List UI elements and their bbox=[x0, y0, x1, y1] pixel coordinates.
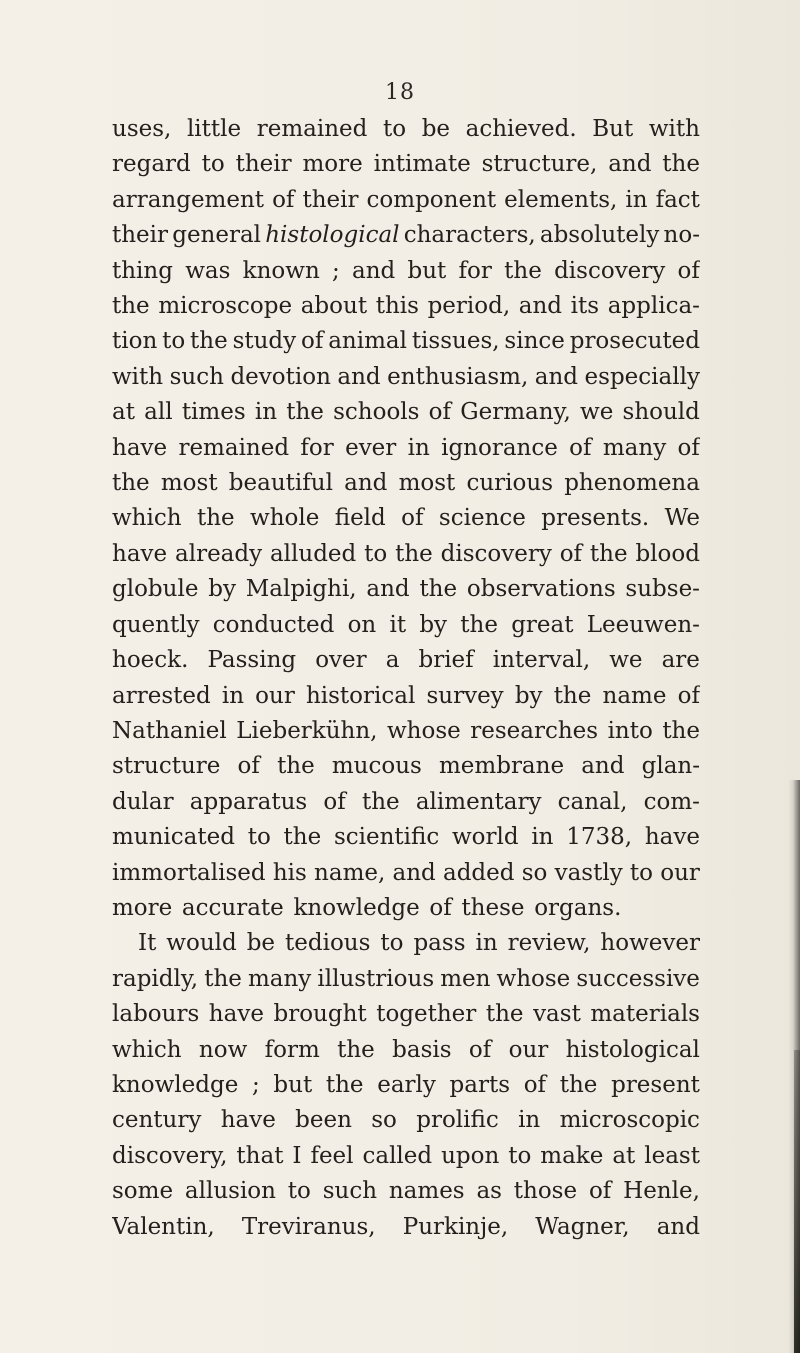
text-line bbox=[112, 112, 700, 147]
word: in bbox=[254, 399, 278, 426]
word: presents. bbox=[541, 505, 650, 532]
word: in bbox=[518, 1107, 541, 1134]
word: accurate bbox=[181, 894, 284, 921]
word: so bbox=[371, 1107, 397, 1134]
word: but bbox=[407, 257, 447, 284]
word: over bbox=[315, 647, 367, 674]
word: of bbox=[272, 186, 295, 213]
word: conducted bbox=[212, 611, 335, 638]
word: especially bbox=[584, 363, 700, 390]
word: this bbox=[375, 293, 419, 320]
word: by bbox=[514, 682, 543, 709]
word: and bbox=[392, 859, 436, 886]
word: to bbox=[287, 1178, 311, 1205]
word: century bbox=[112, 1107, 202, 1134]
word: to bbox=[162, 328, 186, 355]
word: the bbox=[283, 824, 322, 851]
word: the bbox=[419, 576, 458, 603]
word: histological bbox=[565, 1036, 700, 1063]
word: of bbox=[677, 682, 700, 709]
word: and bbox=[337, 363, 381, 390]
word: have bbox=[112, 540, 168, 567]
word: in bbox=[407, 434, 430, 461]
word: labours bbox=[112, 1001, 200, 1028]
word: and bbox=[656, 1213, 700, 1240]
word: names bbox=[388, 1178, 465, 1205]
word: study bbox=[232, 328, 297, 355]
word: the bbox=[460, 611, 498, 638]
word: together bbox=[376, 1001, 477, 1028]
word: knowledge bbox=[112, 1071, 239, 1098]
word: dular bbox=[112, 788, 174, 815]
word: are bbox=[661, 647, 700, 674]
word: observations bbox=[466, 576, 616, 603]
text-line bbox=[112, 962, 700, 997]
word: been bbox=[295, 1107, 352, 1134]
text-line bbox=[112, 714, 700, 749]
word: interval, bbox=[492, 647, 591, 674]
word: for bbox=[300, 434, 334, 461]
word: and bbox=[534, 363, 579, 390]
word: their bbox=[112, 222, 169, 249]
word: of bbox=[300, 328, 324, 355]
word: successive bbox=[576, 965, 700, 992]
word: the bbox=[504, 257, 542, 284]
word: was bbox=[185, 257, 231, 284]
word: the bbox=[559, 1071, 598, 1098]
word: ; bbox=[332, 257, 340, 284]
word: globule bbox=[112, 576, 199, 603]
word: have bbox=[112, 434, 168, 461]
word: more bbox=[112, 894, 173, 921]
text-line bbox=[112, 183, 700, 218]
word: those bbox=[513, 1178, 578, 1205]
body-text bbox=[112, 112, 700, 1245]
word: called bbox=[362, 1142, 433, 1169]
word: phenomena bbox=[564, 470, 700, 497]
word: component bbox=[366, 186, 497, 213]
text-line bbox=[112, 431, 700, 466]
word: elements, bbox=[504, 186, 618, 213]
word: Germany, bbox=[460, 399, 571, 426]
word: parts bbox=[449, 1071, 511, 1098]
word: science bbox=[438, 505, 526, 532]
word: of bbox=[559, 540, 583, 567]
word: on bbox=[347, 611, 377, 638]
word: their bbox=[235, 151, 292, 178]
word: our bbox=[660, 859, 700, 886]
word: illustrious bbox=[317, 965, 435, 992]
word: of bbox=[677, 257, 700, 284]
word: most bbox=[160, 470, 218, 497]
word: review, bbox=[507, 930, 591, 957]
word: canal, bbox=[557, 788, 628, 815]
word: a bbox=[385, 647, 400, 674]
word: structure, bbox=[481, 151, 598, 178]
word: We bbox=[664, 505, 700, 532]
word: fact bbox=[655, 186, 700, 213]
word: period, bbox=[427, 293, 511, 320]
word: prolific bbox=[416, 1107, 499, 1134]
word: of bbox=[523, 1071, 547, 1098]
word: municated bbox=[112, 824, 235, 851]
word: name, bbox=[314, 859, 386, 886]
word: uses, bbox=[112, 116, 172, 142]
word: make bbox=[540, 1142, 604, 1169]
word: their bbox=[302, 186, 359, 213]
word: have bbox=[220, 1107, 276, 1134]
word: tedious bbox=[285, 930, 371, 957]
word: the bbox=[277, 753, 315, 780]
word: least bbox=[644, 1142, 700, 1169]
word: of bbox=[323, 788, 346, 815]
word: remained bbox=[178, 434, 290, 461]
word: the bbox=[553, 682, 592, 709]
word: Leeuwen- bbox=[586, 611, 700, 638]
word: curious bbox=[466, 470, 553, 497]
word: of bbox=[401, 505, 424, 532]
word: the bbox=[662, 717, 700, 744]
word: early bbox=[377, 1071, 436, 1098]
text-line bbox=[112, 1139, 700, 1174]
word: be bbox=[246, 930, 276, 957]
word: by bbox=[208, 576, 236, 603]
word: added bbox=[443, 859, 515, 886]
word: and bbox=[608, 151, 652, 178]
text-line bbox=[112, 537, 700, 572]
word: his bbox=[272, 859, 307, 886]
word: rapidly, bbox=[112, 965, 199, 992]
word: great bbox=[511, 611, 574, 638]
word: we bbox=[609, 647, 643, 674]
word: Henle, bbox=[623, 1178, 700, 1205]
text-line bbox=[112, 1103, 700, 1138]
word: ; bbox=[251, 1071, 260, 1098]
word: many bbox=[247, 965, 312, 992]
word: have bbox=[644, 824, 700, 851]
word: Valentin, bbox=[112, 1213, 215, 1240]
word: allusion bbox=[184, 1178, 276, 1205]
word: schools bbox=[333, 399, 420, 426]
word: but bbox=[273, 1071, 313, 1098]
word: brief bbox=[418, 647, 474, 674]
word: have bbox=[208, 1001, 264, 1028]
word: that bbox=[236, 1142, 284, 1169]
word: it bbox=[389, 611, 407, 638]
word: tion bbox=[112, 328, 158, 355]
word: glan- bbox=[641, 753, 700, 780]
word: little bbox=[186, 116, 242, 142]
word: animal bbox=[328, 328, 407, 355]
word: microscope bbox=[158, 293, 293, 320]
word: devotion bbox=[230, 363, 331, 390]
word: histological bbox=[265, 222, 400, 249]
word: regard bbox=[112, 151, 191, 178]
word: men bbox=[440, 965, 491, 992]
word: at bbox=[612, 1142, 636, 1169]
word: the bbox=[485, 1001, 524, 1028]
word: Wagner, bbox=[535, 1213, 630, 1240]
word: present bbox=[611, 1071, 700, 1098]
word: and bbox=[352, 257, 396, 284]
word: the bbox=[196, 505, 235, 532]
text-line bbox=[112, 395, 700, 430]
word: to bbox=[201, 151, 225, 178]
text-line bbox=[112, 820, 700, 855]
word: microscopic bbox=[559, 1107, 700, 1134]
word: and bbox=[344, 470, 388, 497]
word: the bbox=[112, 293, 150, 320]
word: brought bbox=[273, 1001, 367, 1028]
word: the bbox=[190, 328, 228, 355]
word: our bbox=[508, 1036, 549, 1063]
text-line bbox=[112, 891, 700, 926]
word: whose bbox=[386, 717, 461, 744]
word: organs. bbox=[534, 894, 622, 921]
word: with bbox=[648, 116, 700, 142]
word: and bbox=[518, 293, 563, 320]
word: many bbox=[602, 434, 667, 461]
text-line bbox=[112, 643, 700, 678]
text-line bbox=[112, 218, 700, 253]
word: field bbox=[334, 505, 386, 532]
word: more bbox=[302, 151, 363, 178]
word: of bbox=[237, 753, 260, 780]
text-line bbox=[112, 1068, 700, 1103]
word: apparatus bbox=[189, 788, 308, 815]
word: for bbox=[458, 257, 492, 284]
word: known bbox=[242, 257, 320, 284]
word: 1738, bbox=[566, 824, 633, 851]
word: its bbox=[570, 293, 600, 320]
word: But bbox=[592, 116, 634, 142]
word: the bbox=[361, 788, 400, 815]
word: of bbox=[428, 399, 452, 426]
word: arrested bbox=[112, 682, 211, 709]
text-line bbox=[112, 785, 700, 820]
word: materials bbox=[590, 1001, 700, 1028]
word: we bbox=[580, 399, 614, 426]
word: such bbox=[322, 1178, 378, 1205]
text-line bbox=[112, 1174, 700, 1209]
word: structure bbox=[112, 753, 221, 780]
word: our bbox=[255, 682, 295, 709]
word: already bbox=[175, 540, 263, 567]
text-line bbox=[112, 608, 700, 643]
word: of bbox=[569, 434, 592, 461]
word: It bbox=[138, 930, 157, 957]
word: the bbox=[204, 965, 242, 992]
word: quently bbox=[112, 611, 200, 638]
word: into bbox=[607, 717, 653, 744]
word: enthusiasm, bbox=[387, 363, 529, 390]
text-line bbox=[112, 360, 700, 395]
word: of bbox=[588, 1178, 612, 1205]
word: characters, bbox=[403, 222, 536, 249]
text-line bbox=[112, 926, 700, 961]
word: the bbox=[662, 151, 700, 178]
word: and bbox=[366, 576, 410, 603]
word: Passing bbox=[207, 647, 297, 674]
word: discovery, bbox=[112, 1142, 228, 1169]
word: of bbox=[429, 894, 452, 921]
word: tissues, bbox=[411, 328, 500, 355]
word: the bbox=[286, 399, 324, 426]
word: should bbox=[622, 399, 700, 426]
text-line bbox=[112, 147, 700, 182]
word: Purkinje, bbox=[402, 1213, 509, 1240]
word: researches bbox=[470, 717, 599, 744]
word: all bbox=[144, 399, 173, 426]
word: applica- bbox=[607, 293, 700, 320]
word: immortalised bbox=[112, 859, 266, 886]
word: achieved. bbox=[465, 116, 577, 142]
word: by bbox=[419, 611, 448, 638]
word: to bbox=[380, 930, 404, 957]
word: whole bbox=[250, 505, 320, 532]
word: times bbox=[181, 399, 246, 426]
word: in bbox=[475, 930, 498, 957]
word: hoeck. bbox=[112, 647, 189, 674]
word: Nathaniel bbox=[112, 717, 227, 744]
word: beautiful bbox=[228, 470, 333, 497]
word: which bbox=[112, 1036, 182, 1063]
word: Treviranus, bbox=[241, 1213, 376, 1240]
word: thing bbox=[112, 257, 173, 284]
word: to bbox=[629, 859, 654, 886]
word: the bbox=[337, 1036, 375, 1063]
text-line bbox=[112, 289, 700, 324]
word: these bbox=[461, 894, 525, 921]
word: subse- bbox=[625, 576, 700, 603]
page-number: 18 bbox=[385, 80, 415, 105]
word: prosecuted bbox=[569, 328, 700, 355]
word: to bbox=[364, 540, 388, 567]
word: no- bbox=[663, 222, 700, 249]
word: so bbox=[521, 859, 548, 886]
text-line bbox=[112, 997, 700, 1032]
word: ignorance bbox=[441, 434, 558, 461]
word: vastly bbox=[554, 859, 623, 886]
word: Malpighi, bbox=[245, 576, 357, 603]
text-line bbox=[112, 749, 700, 784]
word: now bbox=[198, 1036, 248, 1063]
word: vast bbox=[533, 1001, 581, 1028]
word: arrangement bbox=[112, 186, 265, 213]
word: in bbox=[221, 682, 245, 709]
word: as bbox=[476, 1178, 502, 1205]
word: mucous bbox=[331, 753, 422, 780]
word: such bbox=[169, 363, 224, 390]
text-line bbox=[112, 679, 700, 714]
word: most bbox=[398, 470, 456, 497]
word: to bbox=[247, 824, 271, 851]
text-line bbox=[112, 501, 700, 536]
word: feel bbox=[310, 1142, 354, 1169]
text-line bbox=[112, 1210, 700, 1245]
text-line bbox=[112, 254, 700, 289]
word: ever bbox=[345, 434, 397, 461]
word: name bbox=[602, 682, 667, 709]
word: and bbox=[581, 753, 625, 780]
text-line bbox=[112, 572, 700, 607]
word: be bbox=[421, 116, 451, 142]
word: basis bbox=[392, 1036, 452, 1063]
word: historical bbox=[305, 682, 416, 709]
word: pass bbox=[413, 930, 466, 957]
word: at bbox=[112, 399, 135, 426]
word: alimentary bbox=[415, 788, 542, 815]
word: discovery bbox=[440, 540, 552, 567]
word: remained bbox=[256, 116, 368, 142]
word: world bbox=[451, 824, 519, 851]
text-line bbox=[112, 1033, 700, 1068]
word: about bbox=[300, 293, 368, 320]
word: discovery bbox=[554, 257, 666, 284]
word: of bbox=[468, 1036, 492, 1063]
word: in bbox=[531, 824, 554, 851]
word: some bbox=[112, 1178, 174, 1205]
text-line bbox=[112, 856, 700, 891]
word: whose bbox=[496, 965, 571, 992]
word: of bbox=[677, 434, 700, 461]
word: the bbox=[112, 470, 150, 497]
word: form bbox=[264, 1036, 320, 1063]
word: I bbox=[292, 1142, 302, 1169]
word: would bbox=[166, 930, 237, 957]
word: general bbox=[172, 222, 262, 249]
word: with bbox=[112, 363, 164, 390]
word: the bbox=[325, 1071, 364, 1098]
text-line bbox=[112, 324, 700, 359]
word: com- bbox=[643, 788, 700, 815]
word: blood bbox=[635, 540, 700, 567]
word: in bbox=[625, 186, 648, 213]
word: alluded bbox=[269, 540, 357, 567]
word: knowledge bbox=[293, 894, 420, 921]
word: the bbox=[395, 540, 433, 567]
word: scientific bbox=[333, 824, 440, 851]
word: upon bbox=[441, 1142, 500, 1169]
word: which bbox=[112, 505, 182, 532]
word: Lieberkühn, bbox=[236, 717, 378, 744]
word: the bbox=[589, 540, 628, 567]
word: survey bbox=[426, 682, 504, 709]
word: since bbox=[504, 328, 565, 355]
text-line bbox=[112, 466, 700, 501]
word: membrane bbox=[438, 753, 565, 780]
word: to bbox=[508, 1142, 532, 1169]
page-edge-dark bbox=[794, 1050, 800, 1353]
word: absolutely bbox=[539, 222, 660, 249]
word: intimate bbox=[373, 151, 471, 178]
word: however bbox=[600, 930, 700, 957]
word: to bbox=[382, 116, 407, 142]
